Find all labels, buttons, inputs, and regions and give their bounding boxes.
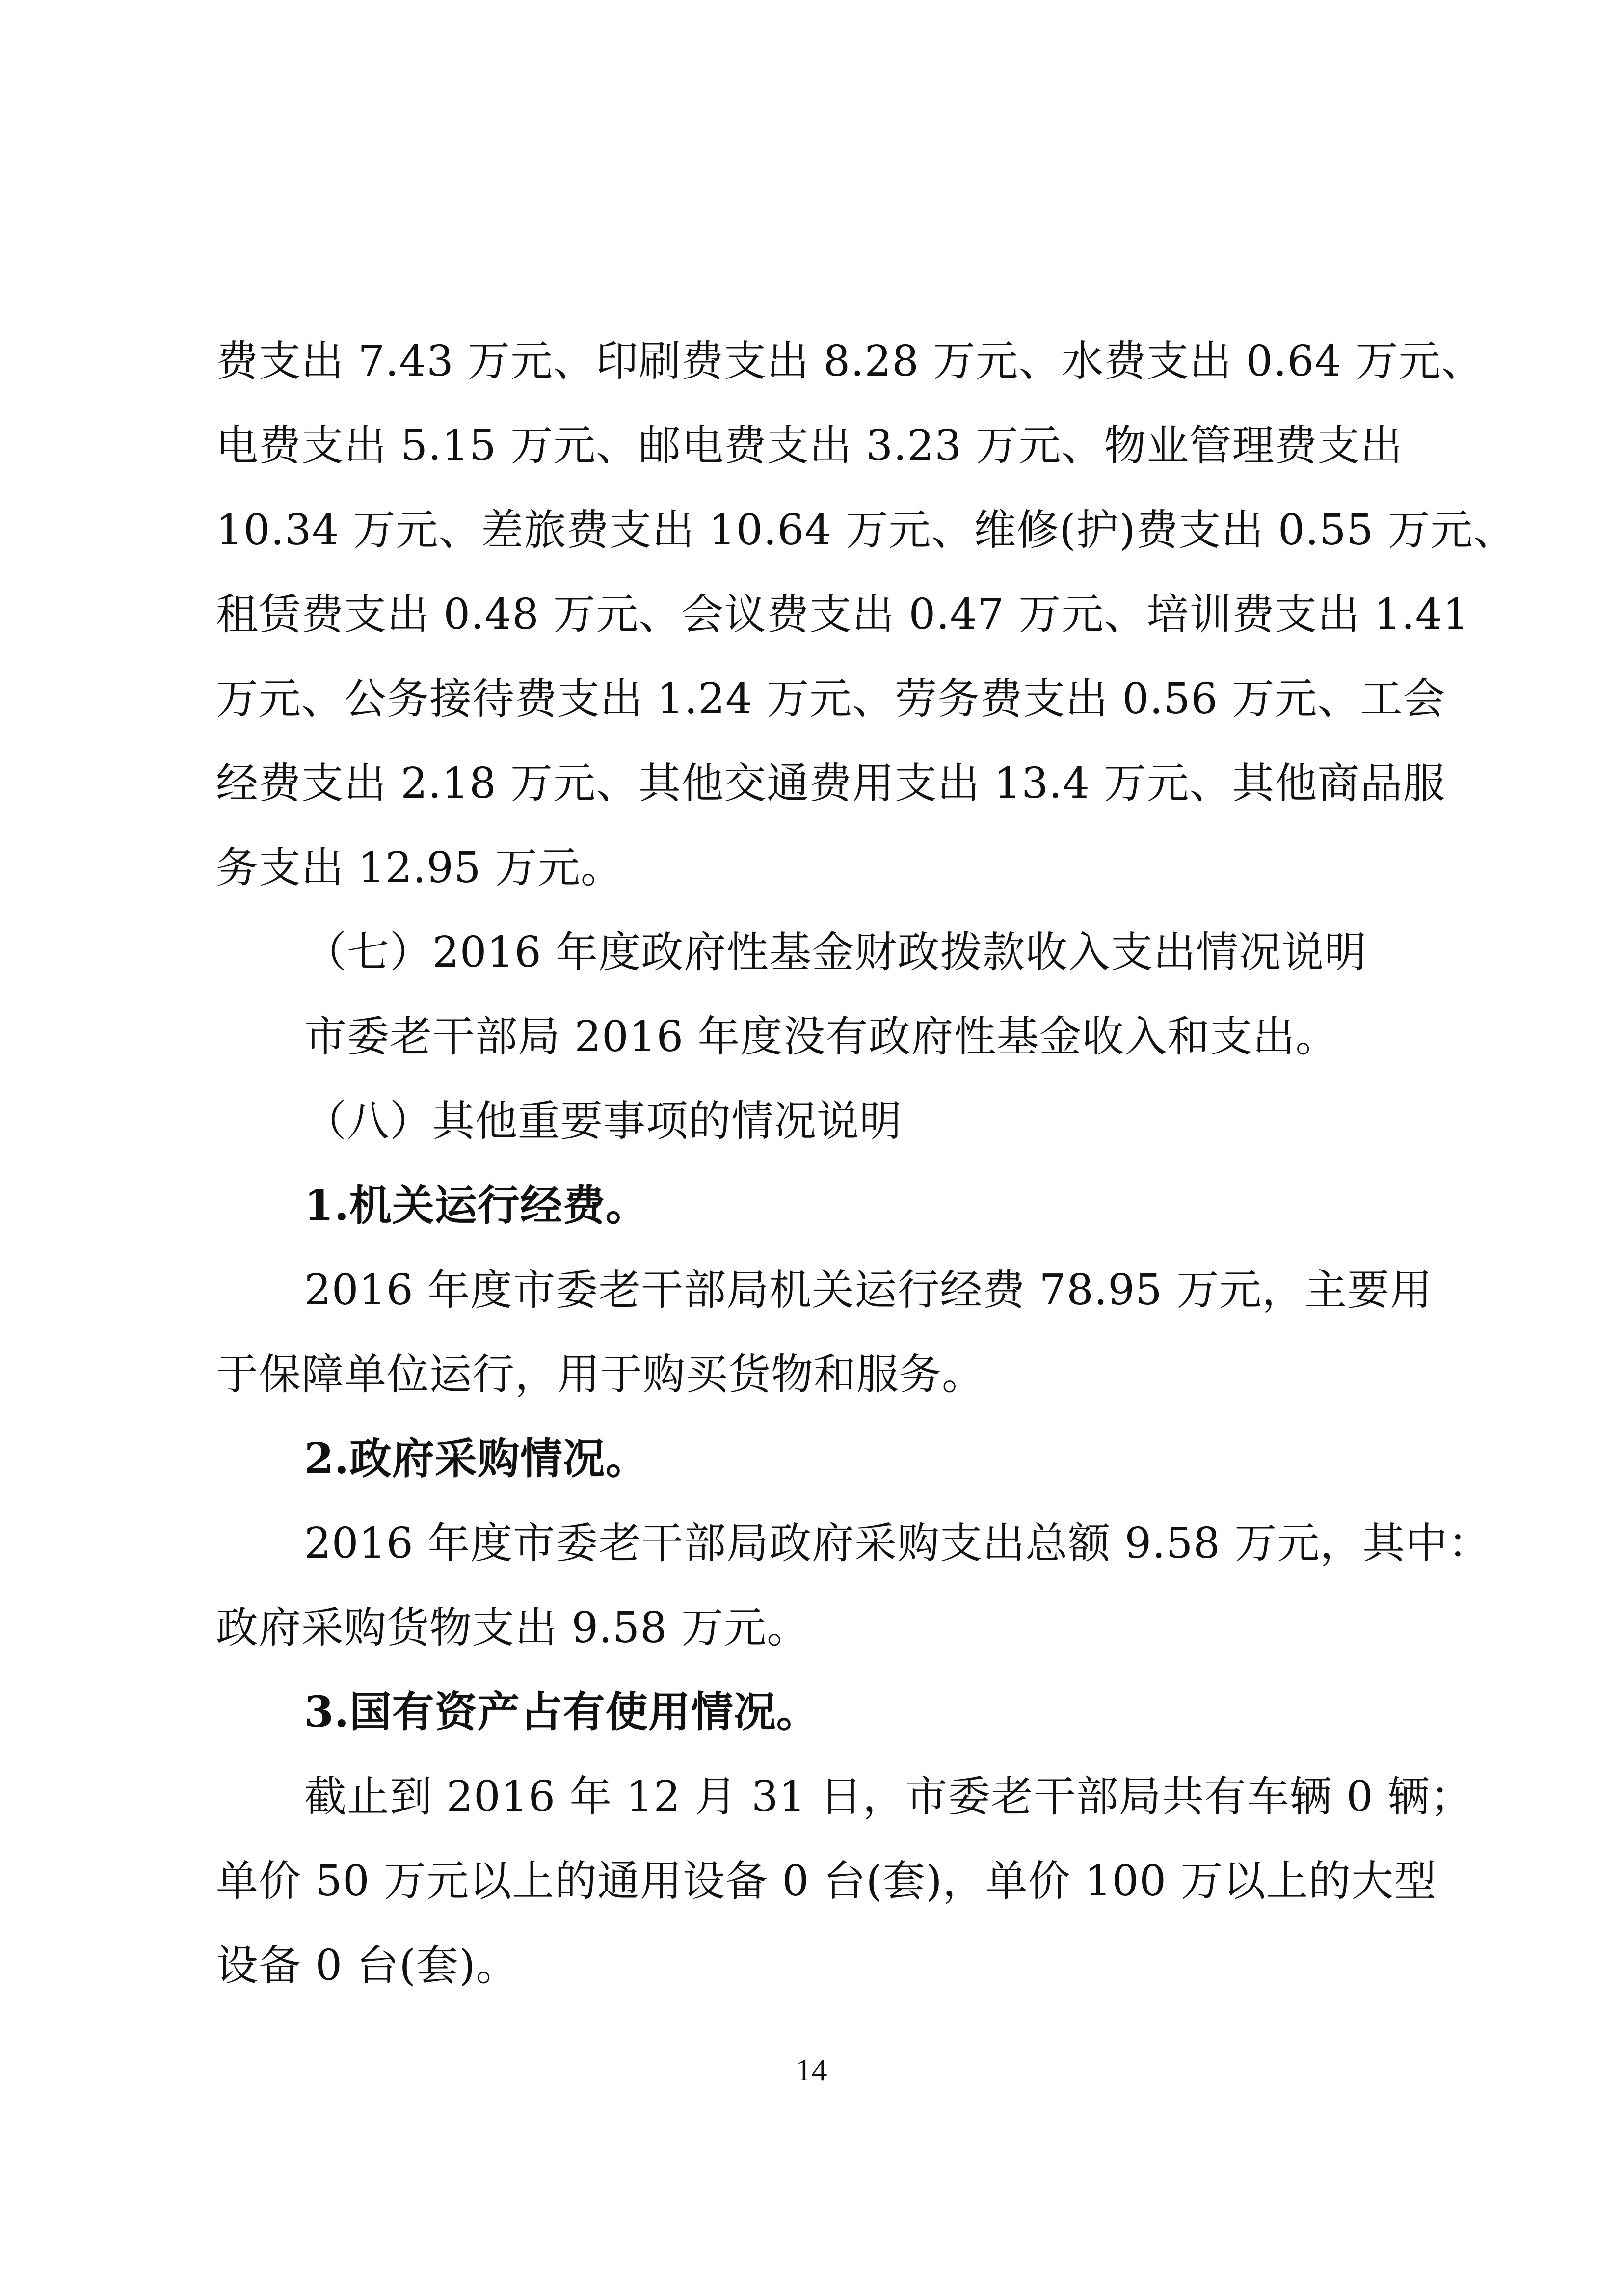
subsection-heading: 1.机关运行经费。 — [304, 1181, 648, 1230]
body-text-line: 政府采购货物支出 9.58 万元。 — [216, 1603, 810, 1652]
body-text-line: 万元、公务接待费支出 1.24 万元、劳务费支出 0.56 万元、工会 — [216, 675, 1446, 724]
body-text-line: 10.34 万元、差旅费支出 10.64 万元、维修(护)费支出 0.55 万元、 — [216, 506, 1516, 555]
subsection-heading: 2.政府采购情况。 — [304, 1434, 648, 1484]
body-text-line: 于保障单位运行，用于购买货物和服务。 — [216, 1350, 984, 1399]
page-number: 14 — [796, 2053, 827, 2087]
document-body — [216, 319, 1516, 2008]
body-text-line: 电费支出 5.15 万元、邮电费支出 3.23 万元、物业管理费支出 — [216, 421, 1403, 470]
section-heading: （七）2016 年度政府性基金财政拨款收入支出情况说明 — [304, 928, 1367, 977]
subsection-heading: 3.国有资产占有使用情况。 — [304, 1687, 819, 1737]
body-text-line: 单价 50 万元以上的通用设备 0 台(套)，单价 100 万以上的大型 — [216, 1857, 1437, 1906]
body-text-line: 设备 0 台(套)。 — [216, 1941, 519, 1990]
section-heading: （八）其他重要事项的情况说明 — [304, 1097, 902, 1146]
body-text-line: 租赁费支出 0.48 万元、会议费支出 0.47 万元、培训费支出 1.41 — [216, 590, 1470, 639]
body-text-line: 务支出 12.95 万元。 — [216, 843, 623, 892]
body-text-line: 费支出 7.43 万元、印刷费支出 8.28 万元、水费支出 0.64 万元、 — [216, 337, 1484, 386]
body-text-line: 2016 年度市委老干部局政府采购支出总额 9.58 万元，其中： — [304, 1519, 1491, 1568]
body-text-line: 2016 年度市委老干部局机关运行经费 78.95 万元，主要用 — [304, 1266, 1433, 1315]
body-text-line: 市委老干部局 2016 年度没有政府性基金收入和支出。 — [304, 1012, 1338, 1061]
body-text-line: 截止到 2016 年 12 月 31 日，市委老干部局共有车辆 0 辆； — [304, 1772, 1473, 1821]
body-text-line: 经费支出 2.18 万元、其他交通费用支出 13.4 万元、其他商品服 — [216, 759, 1446, 808]
